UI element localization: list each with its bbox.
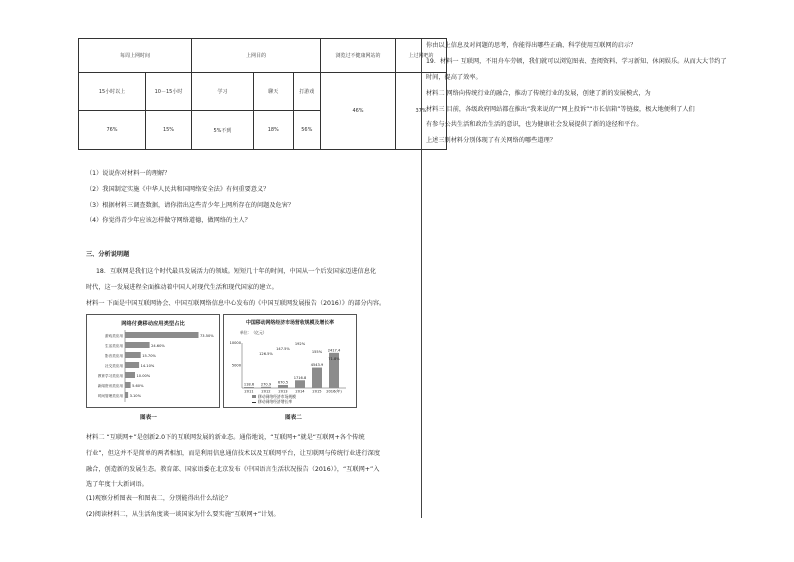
question-2: （2）我国制定实施《中华人民共和国网络安全法》有何重要意义？ [86, 186, 270, 193]
chart2-bar [261, 387, 271, 388]
chart1-category-label: 时间管理类应用 [97, 394, 123, 398]
chart1-value-label: 14.10% [140, 364, 155, 368]
table-sub-10-15h: 10－15小时 [146, 73, 192, 111]
table-value-10-15h: 15% [146, 111, 192, 150]
chart2-legend-1-label: 移动网络经济市场规模 [258, 394, 296, 399]
chart1-bar [125, 352, 141, 358]
chart1-caption: 图表一 [140, 415, 157, 421]
chart2-legend-2-label: 移动网络经济增长率 [258, 399, 293, 404]
right-material3-line2: 有参与公共生活和政治生活的意识，也为健康社会发展提供了新的途径和平台。 [426, 121, 643, 128]
right-material3-line1: 材料三 目前，各级政府网站都在推出“我来说的”“网上投诉”“市长信箱”等链接，极大地便利了人们 [426, 106, 695, 113]
chart2-x-tick: 2011 [244, 389, 254, 394]
chart2-value-label: 118.6 [243, 382, 255, 387]
chart2-value-label: 270.9 [260, 382, 272, 387]
table-value-cafe: 37% [396, 73, 447, 150]
q18-line1: 18．互联网是我们这个时代最具发展活力的领域。短短几十年的时间，中国从一个后发国家迈进信息化 [96, 268, 377, 275]
right-question-17-4: 你由以上信息及对问题的思考，你能得出哪些正确、科学使用互联网的启示？ [426, 42, 637, 49]
question-4: （4）你觉得青少年应该怎样做守网络道德，做网络的主人？ [86, 217, 251, 224]
material2-line2: 行业”，但这并不是简单的两者相加，而是利用信息通信技术以及互联网平台，让互联网与传统行业进行深度 [86, 450, 381, 457]
chart2-bar [312, 368, 322, 388]
bottom-question-2: (2)阅读材料二，从生活角度谈一谈国家为什么要实施“互联网+”计划。 [86, 511, 280, 518]
chart1-category-label: 生活类应用 [105, 344, 123, 348]
chart2-value-label: 4543.9 [310, 363, 324, 368]
chart2-legend-2 [252, 399, 292, 405]
material2-line3: 融合，创造新的发展生态。教育部、国家语委在北京发布《中国语言生活状况报告（2016）》，“互联网+”入 [86, 466, 380, 473]
table-value-game: 56% [293, 111, 320, 150]
chart1-value-label: 5.60% [132, 384, 144, 388]
chart2-growth-label: 155% [311, 350, 323, 354]
chart1-title: 网络付费移动应用类型占比 [121, 321, 185, 327]
chart1-bar [125, 332, 199, 338]
q18-line2: 时代，这一发展进程全面推动着中国人对现代生活和现代国家的建立。 [86, 284, 278, 291]
table-header-unhealthy: 浏览过不健康网站的 [321, 39, 396, 73]
table-header-weekly-time: 每周上网时间 [79, 39, 192, 73]
chart2-caption: 图表二 [285, 415, 302, 421]
table-value-study: 5%不到 [192, 111, 254, 150]
chart1-category-label: 影音类应用 [105, 354, 123, 358]
chart2-x-tick: 2013 [278, 389, 288, 394]
chart1-bar [125, 382, 131, 388]
chart1-value-label: 24.60% [151, 344, 165, 348]
chart1-svg [87, 315, 219, 407]
table-sub-game: 打游戏 [293, 73, 320, 111]
chart2-x-tick: 2016(年) [326, 389, 342, 394]
table-sub-study: 学习 [192, 73, 254, 111]
chart2-value-label: 2417.4 [327, 348, 341, 353]
bottom-question-1: (1)观察分析图表一和图表二，分别能得出什么结论？ [86, 495, 231, 502]
table-sub-chat: 聊天 [253, 73, 293, 111]
table-header-purpose: 上网目的 [192, 39, 321, 73]
chart2-growth-label: 147.5% [276, 347, 290, 351]
chart2-value-label: 1716.8 [293, 375, 307, 380]
chart2-bar [295, 380, 305, 388]
chart2-title: 中国移动网络经济市场营收规模及增长率 [245, 320, 335, 326]
chart1-value-label: 10.00% [136, 374, 151, 378]
chart1-value-label: 73.50% [200, 334, 214, 338]
chart2-value-label: 670.5 [277, 380, 289, 385]
chart1-category-label: 社交类应用 [105, 364, 123, 368]
chart1-category-label: 教育学习类应用 [97, 374, 123, 378]
chart2-growth-label: 71.8% [328, 357, 340, 361]
chart1-value-label: 3.10% [129, 394, 142, 398]
chart2-x-tick: 2015 [312, 389, 322, 394]
right-q19-line2: 时间，提高了效率。 [426, 74, 482, 81]
table-sub-15h: 15小时以上 [79, 73, 146, 111]
table-header-internet-cafe: 上过网吧的 [396, 39, 447, 73]
chart1-bar [125, 372, 135, 378]
chart1-bar [125, 362, 139, 368]
chart2-growth-label: 126.5% [259, 352, 273, 356]
chart2-y-tick: 5000 [231, 363, 241, 368]
question-1: （1）说说你对材料一的理解？ [86, 170, 171, 177]
chart1-bar [125, 342, 150, 348]
right-q19-line1: 19．材料一 互联网，不用舟车劳顿，我们就可以浏览图表、查阅资料、学习新知、休闲娱乐。从而大大节约了 [426, 58, 727, 65]
question-3: （3）根据材料三调查数据，请你指出这些青少年上网所存在的问题及危害？ [86, 202, 295, 209]
chart2-bar [278, 385, 288, 388]
chart2-unit: 单位：（亿元） [240, 330, 267, 335]
chart1-frame [86, 314, 220, 408]
chart2-x-tick: 2014 [295, 389, 305, 394]
chart2-y-tick: 10000 [229, 341, 241, 345]
table-value-unhealthy: 46% [321, 73, 396, 150]
material2-line1: 材料二 “互联网+”是创新2.0下的互联网发展的新业态。通俗地说，“互联网+”就是“互联网+各个传统 [86, 434, 365, 441]
chart2-bar [244, 387, 254, 388]
chart2-x-tick: 2012 [261, 389, 271, 394]
table-value-chat: 18% [253, 111, 293, 150]
chart2-growth-label: 192% [294, 342, 306, 346]
chart1-bar [125, 392, 128, 398]
survey-table [78, 38, 447, 150]
chart1-category-label: 游戏类应用 [105, 334, 123, 338]
right-question: 上述三则材料分别体现了有关网络的哪些道理？ [426, 137, 556, 144]
table-value-15h: 76% [79, 111, 146, 150]
section-title: 三、分析说明题 [86, 251, 130, 258]
chart1-value-label: 15.70% [142, 354, 156, 358]
chart1-category-label: 新闻资讯类应用 [97, 384, 123, 388]
chart2-frame [223, 314, 357, 408]
right-material2: 材料二 网络向传统行业的融合，推动了传统行业的发展，创建了新的发展模式，为 [426, 90, 651, 97]
material2-line4: 选了年度十大新词语。 [86, 481, 148, 488]
material1-intro: 材料一 下面是中国互联网协会、中国互联网络信息中心发布的《中国互联网发展报告（2016）》的部分内容。 [86, 300, 386, 307]
